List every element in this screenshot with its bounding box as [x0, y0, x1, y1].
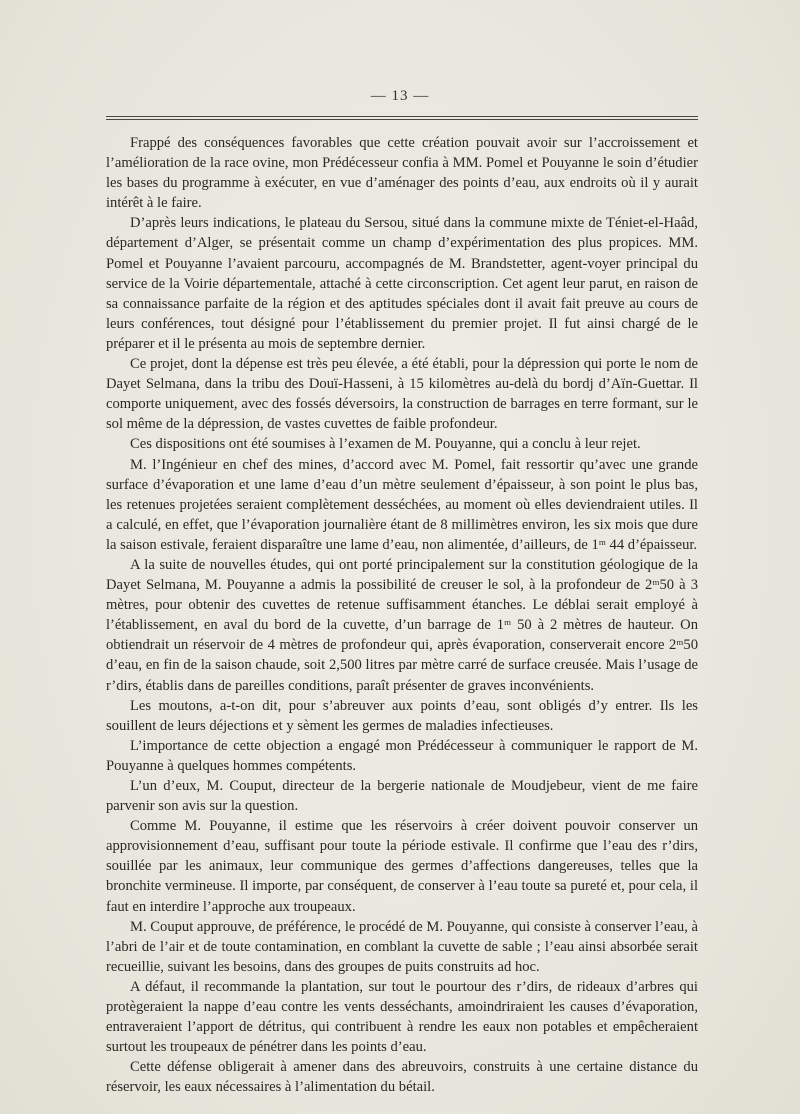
- paragraph: A défaut, il recommande la plantation, sur tout le pourtour des r’dirs, de rideaux d’arbres qui protègeraient la nappe d’eau contre les vents desséchants, amoindriraient les causes d’évaporation, entraveraient l’apport de détritus, qui contribuent à rendre les eaux non potables et empêcheraient surtout les troupeaux de pénétrer dans les points d’eau.: [106, 978, 698, 1056]
- paragraph: L’importance de cette objection a engagé mon Prédécesseur à communiquer le rapport de M. Pouyanne à quelques hommes compétents.: [106, 737, 698, 774]
- paragraph: L’un d’eux, M. Couput, directeur de la bergerie nationale de Moudjebeur, vient de me faire parvenir son avis sur la question.: [106, 778, 698, 815]
- paragraph: Comme M. Pouyanne, il estime que les réservoirs à créer doivent pouvoir conserver un approvisionnement d’eau, suffisant pour toute la période estivale. Il confirme que l’eau des r’dirs, souillée par les animaux, leur communique des germes d’affections dangereuses, telles que la bronchite vermineuse. Il importe, par conséquent, de conserver à l’eau toute sa pureté et, pour cela, il faut en interdire l’approche aux troupeaux.: [106, 818, 698, 915]
- paragraph: D’après leurs indications, le plateau du Sersou, situé dans la commune mixte de Téniet-el-Haâd, département d’Alger, se présentait comme un champ d’expérimentation des plus propices. MM. Pomel et Pouyanne l’avaient parcouru, accompagnés de M. Brandstetter, agent-voyer principal du service de la Voirie départementale, attaché à cette circonscription. Cet agent leur parut, en raison de sa connaissance parfaite de la région et des aptitudes spéciales dont il avait fait preuve au cours de leurs conférences, tout désigné pour l’établissement du premier projet. Il fut ainsi chargé de le préparer et il le présenta au mois de septembre dernier.: [106, 215, 698, 352]
- paragraph: Frappé des conséquences favorables que cette création pouvait avoir sur l’accroissement et l’amélioration de la race ovine, mon Prédécesseur confia à MM. Pomel et Pouyanne le soin d’étudier les bases du programme à exécuter, en vue d’aménager des points d’eau, aux endroits où il y aurait intérêt à le faire.: [106, 135, 698, 212]
- page-number: — 13 —: [370, 88, 430, 104]
- paragraph: Ce projet, dont la dépense est très peu élevée, a été établi, pour la dépression qui porte le nom de Dayet Selmana, dans la tribu des Douï-Hasseni, à 15 kilomètres au-delà du bordj d’Aïn-Guettar. Il comporte uniquement, avec des fossés déversoirs, la construction de barrages en terre formant, sur le sol même de la dépression, de vastes cuvettes de faible profondeur.: [106, 356, 698, 433]
- paragraph: Ces dispositions ont été soumises à l’examen de M. Pouyanne, qui a conclu à leur rejet.: [130, 436, 641, 453]
- paragraph: Cette défense obligerait à amener dans des abreuvoirs, construits à une certaine distance du réservoir, les eaux nécessaires à l’alimentation du bétail.: [106, 1059, 698, 1096]
- paragraph: M. Couput approuve, de préférence, le procédé de M. Pouyanne, qui consiste à conserver l’eau, à l’abri de l’air et de toute contamination, en comblant la cuvette de sable ; l’eau ainsi absorbée serait recueillie, suivant les besoins, dans des groupes de puits construits ad hoc.: [106, 918, 698, 975]
- paragraph: Les moutons, a-t-on dit, pour s’abreuver aux points d’eau, sont obligés d’y entrer. Ils les souillent de leurs déjections et y sèment les germes de maladies infectieuses.: [106, 697, 698, 734]
- body-text: [106, 133, 698, 1098]
- paragraph: M. l’Ingénieur en chef des mines, d’accord avec M. Pomel, fait ressortir qu’avec une grande surface d’évaporation et une lame d’eau d’un mètre seulement d’épaisseur, à son point le plus bas, les retenues projetées seraient complètement desséchées, au moment où elles deviendraient utiles. Il a calculé, en effet, que l’évaporation journalière étant de 8 millimètres environ, les six mois que dure la saison estivale, feraient disparaître une lame d’eau, non alimentée, d’ailleurs, de 1ᵐ 44 d’épaisseur.: [106, 456, 698, 553]
- header-double-rule: [106, 116, 698, 120]
- paragraph: A la suite de nouvelles études, qui ont porté principalement sur la constitution géologique de la Dayet Selmana, M. Pouyanne a admis la possibilité de creuser le sol, à la profondeur de 2ᵐ50 à 3 mètres, pour obtenir des cuvettes de retenue suffisamment étanches. Le déblai serait employé à l’établissement, en aval du bord de la cuvette, d’un barrage de 1ᵐ 50 à 2 mètres de hauteur. On obtiendrait un réservoir de 4 mètres de profondeur qui, après évaporation, conserverait encore 2ᵐ50 d’eau, en fin de la saison chaude, soit 2,500 litres par mètre carré de surface creusée. Mais l’usage de r’dirs, établis dans de pareilles conditions, paraît présenter de graves inconvénients.: [106, 556, 698, 694]
